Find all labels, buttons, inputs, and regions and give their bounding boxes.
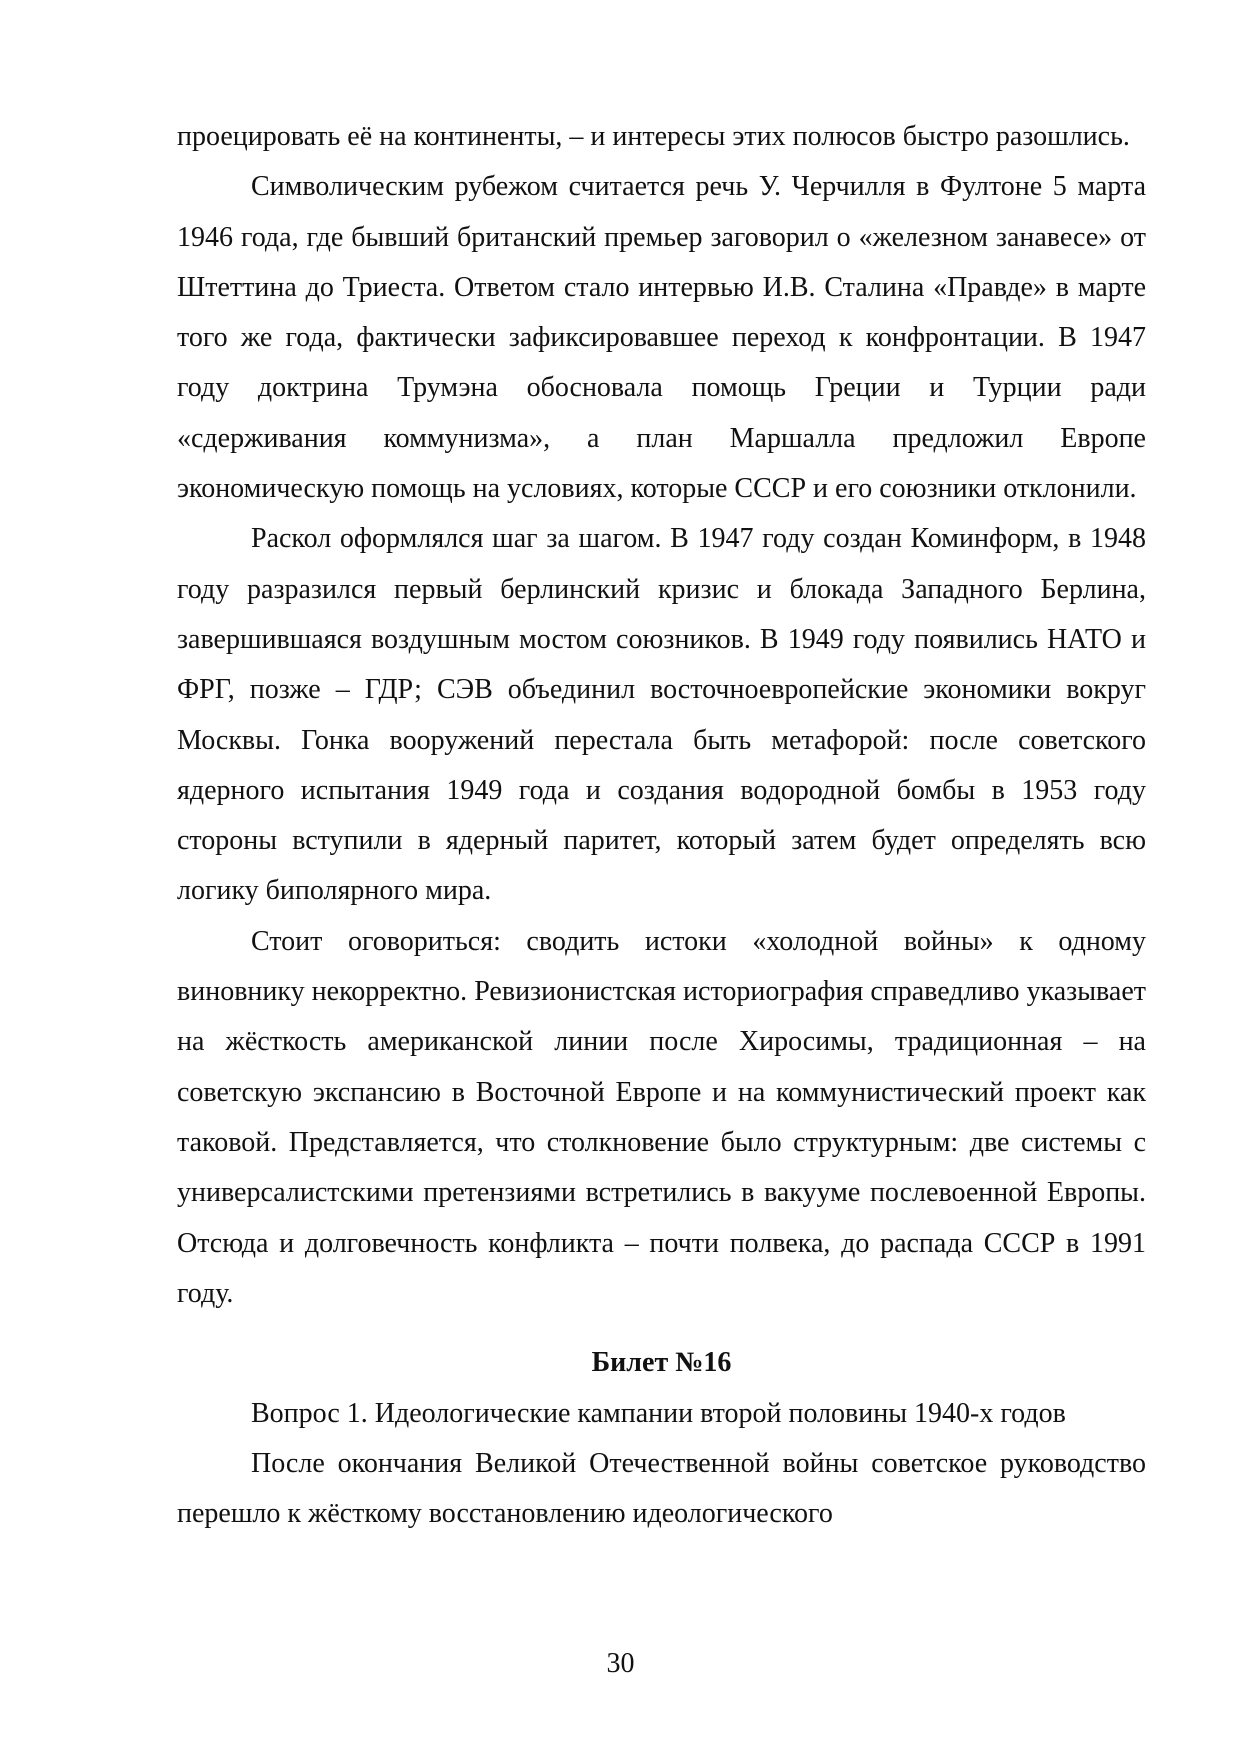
page-body	[177, 112, 1146, 1540]
paragraph-answer-start: После окончания Великой Отечественной войны советское руководство перешло к жёсткому восстановлению идеологического	[177, 1448, 1146, 1530]
ticket-heading: Билет №16	[591, 1347, 732, 1379]
page-number: 30	[606, 1648, 635, 1679]
paragraph-continued: проецировать её на континенты, – и интересы этих полюсов быстро разошлись.	[177, 121, 1130, 152]
question-title: Вопрос 1. Идеологические кампании второй половины 1940-х годов	[251, 1398, 1066, 1430]
paragraph-historiography: Стоит оговориться: сводить истоки «холодной войны» к одному виновнику некорректно. Ревизионистская историография справедливо указывает на жёсткость американской линии после Хиросимы, традиционная – на советскую экспансию в Восточной Европе и на коммунистический проект как таковой. Представляется, что столкновение было структурным: две системы с универсалистскими претензиями встретились в вакууме послевоенной Европы. Отсюда и долговечность конфликта – почти полвека, до распада СССР в 1991 году.	[177, 925, 1146, 1309]
paragraph-split: Раскол оформлялся шаг за шагом. В 1947 году создан Коминформ, в 1948 году разразился первый берлинский кризис и блокада Западного Берлина, завершившаяся воздушным мостом союзников. В 1949 году появились НАТО и ФРГ, позже – ГДР; СЭВ объединил восточноевропейские экономики вокруг Москвы. Гонка вооружений перестала быть метафорой: после советского ядерного испытания 1949 года и создания водородной бомбы в 1953 году стороны вступили в ядерный паритет, который затем будет определять всю логику биполярного мира.	[177, 523, 1146, 907]
paragraph-churchill-fulton: Символическим рубежом считается речь У. Черчилля в Фултоне 5 марта 1946 года, где бывший британский премьер заговорил о «железном занавесе» от Штеттина до Триеста. Ответом стало интервью И.В. Сталина «Правде» в марте того же года, фактически зафиксировавшее переход к конфронтации. В 1947 году доктрина Трумэна обосновала помощь Греции и Турции ради «сдерживания коммунизма», а план Маршалла предложил Европе экономическую помощь на условиях, которые СССР и его союзники отклонили.	[177, 171, 1146, 505]
